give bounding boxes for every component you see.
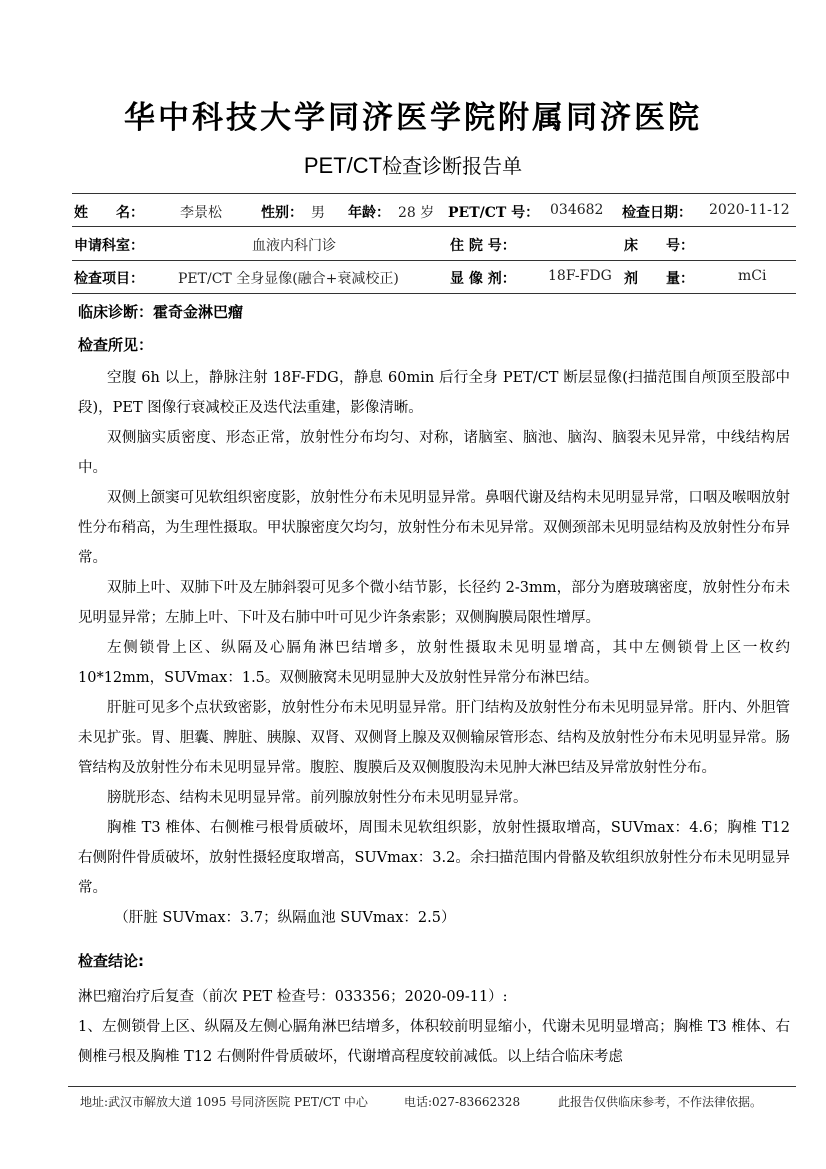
patient-age: 28 岁 — [398, 205, 435, 221]
dose-value: mCi — [738, 268, 767, 284]
findings-paragraph: 空腹 6h 以上，静脉注射 18F-FDG，静息 60min 后行全身 PET/CT 断层显像(扫描范围自颅顶至股部中段)，PET 图像行衰减校正及迭代法重建，影像清晰。 — [78, 370, 790, 416]
dept-label: 申请科室： — [74, 238, 144, 254]
dose-label: 剂 量： — [624, 271, 694, 287]
conclusion-intro: 淋巴瘤治疗后复查（前次 PET 检查号：033356；2020-09-11）: — [78, 989, 508, 1005]
report-title — [0, 150, 826, 179]
findings-paragraph: 膀胱形态、结构未见明显异常。前列腺放射性分布未见明显异常。 — [107, 790, 528, 806]
item-value: PET/CT 全身显像(融合+衰减校正) — [178, 271, 399, 287]
findings-paragraph: 左侧锁骨上区、纵隔及心膈角淋巴结增多，放射性摄取未见明显增高，其中左侧锁骨上区一枚约 10*12mm，SUVmax：1.5。双侧腋窝未见明显肿大及放射性异常分布淋巴结。 — [78, 640, 790, 686]
item-label: 检查项目： — [74, 271, 144, 287]
agent-value: 18F-FDG — [548, 268, 612, 284]
inpatient-label: 住 院 号： — [450, 238, 516, 254]
findings-paragraph: （肝脏 SUVmax：3.7；纵隔血池 SUVmax：2.5） — [114, 910, 456, 926]
findings-paragraph: 双侧脑实质密度、形态正常，放射性分布均匀、对称，诸脑室、脑池、脑沟、脑裂未见异常，中线结构居中。 — [78, 430, 790, 476]
info-row-dept — [72, 233, 802, 257]
sex-label: 性别： — [261, 205, 303, 221]
conclusion-item: 1、左侧锁骨上区、纵隔及左侧心膈角淋巴结增多，体积较前明显缩小，代谢未见明显增高；胸椎 T3 椎体、右侧椎弓根及胸椎 T12 右侧附件骨质破坏，代谢增高程度较前减低。以上结合临床考虑 — [78, 1019, 790, 1065]
divider — [72, 260, 796, 261]
conclusion-body — [78, 982, 790, 1072]
divider — [72, 293, 796, 294]
clinical-diagnosis — [78, 301, 243, 322]
footer-phone: 电话:027-83662328 — [404, 1095, 521, 1109]
divider — [72, 226, 796, 227]
findings-body — [78, 363, 790, 933]
findings-label: 检查所见： — [78, 336, 154, 354]
hospital-name: 华中科技大学同济医学院附属同济医院 — [124, 100, 702, 136]
dept-value: 血液内科门诊 — [252, 238, 336, 254]
exam-date: 2020-11-12 — [709, 202, 790, 218]
age-label: 年龄： — [348, 205, 390, 221]
findings-paragraph: 双侧上颌窦可见软组织密度影，放射性分布未见明显异常。鼻咽代谢及结构未见明显异常，口咽及喉咽放射性分布稍高，为生理性摄取。甲状腺密度欠均匀，放射性分布未见异常。双侧颈部未见明显结构及放射性分布异常。 — [78, 490, 790, 566]
footer-divider — [68, 1086, 796, 1087]
findings-paragraph: 双肺上叶、双肺下叶及左肺斜裂可见多个微小结节影，长径约 2-3mm，部分为磨玻璃密度，放射性分布未见明显异常；左肺上叶、下叶及右肺中叶可见少许条索影；双侧胸膜局限性增厚。 — [78, 580, 790, 626]
patient-name: 李景松 — [180, 205, 222, 221]
bed-label: 床 号： — [624, 238, 694, 254]
petct-no-label: PET/CT 号： — [448, 205, 540, 221]
footer-address: 地址:武汉市解放大道 1095 号同济医院 PET/CT 中心 — [80, 1095, 368, 1109]
info-row-patient — [72, 200, 802, 224]
report-title-suffix: 检查诊断报告单 — [382, 154, 523, 178]
diagnosis-label: 临床诊断： — [78, 303, 154, 321]
exam-date-label: 检查日期： — [622, 205, 692, 221]
patient-sex: 男 — [311, 205, 325, 221]
diagnosis-value: 霍奇金淋巴瘤 — [153, 303, 244, 321]
name-label: 姓 名： — [74, 205, 144, 221]
findings-paragraph: 肝脏可见多个点状致密影，放射性分布未见明显异常。肝门结构及放射性分布未见明显异常。肝内、外胆管未见扩张。胃、胆囊、脾脏、胰腺、双肾、双侧肾上腺及双侧输尿管形态、结构及放射性分布未见明显异常。肠管结构及放射性分布未见明显异常。腹腔、腹膜后及双侧腹股沟未见肿大淋巴结及异常放射性分布。 — [78, 700, 790, 776]
divider — [72, 193, 796, 194]
info-row-exam — [72, 266, 802, 290]
petct-no: 034682 — [550, 202, 604, 218]
findings-paragraph: 胸椎 T3 椎体、右侧椎弓根骨质破坏，周围未见软组织影，放射性摄取增高，SUVmax：4.6；胸椎 T12 右侧附件骨质破坏，放射性摄轻度取增高，SUVmax：3.2。余扫描范围内骨骼及软组织放射性分布未见明显异常。 — [78, 820, 790, 896]
conclusion-label: 检查结论: — [78, 952, 144, 970]
agent-label: 显 像 剂： — [450, 271, 516, 287]
report-title-prefix: PET/CT — [303, 153, 383, 178]
footer-disclaimer: 此报告仅供临床参考，不作法律依据。 — [558, 1095, 763, 1109]
